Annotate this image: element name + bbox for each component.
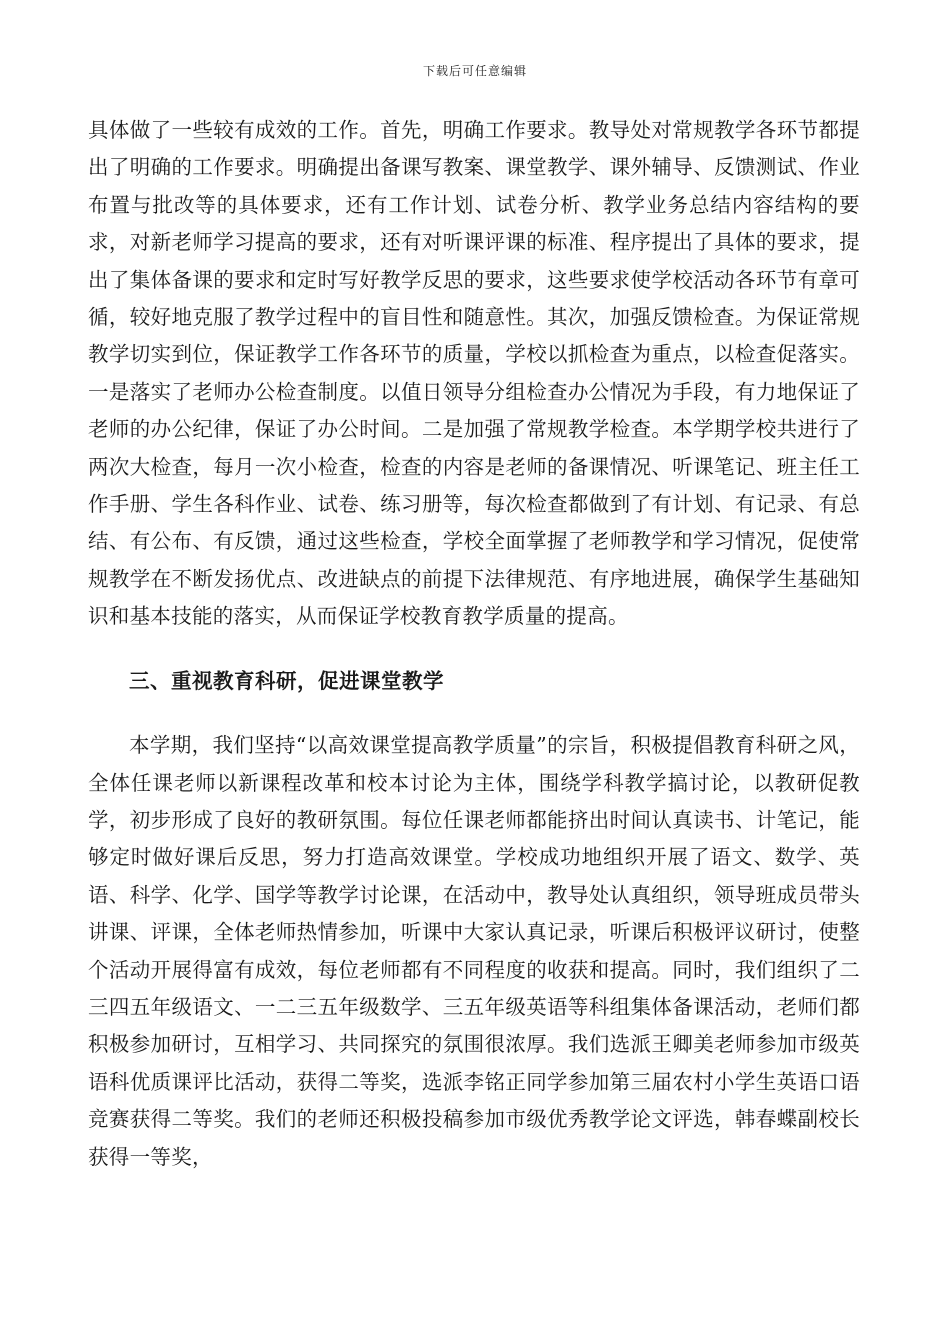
page-header: 下载后可任意编辑	[422, 64, 527, 78]
section-heading: 三、重视教育科研，促进课堂教学	[129, 668, 444, 693]
document-body	[88, 112, 860, 1176]
paragraph-teaching-research: 本学期，我们坚持“以高效课堂提高教学质量”的宗旨，积极提倡教育科研之风，全体任课老师以新课程改革和校本讨论为主体，围绕学科教学搞讨论，以教研促教学，初步形成了良好的教研氛围。每位任课老师都能挤出时间认真读书、计笔记，能够定时做好课后反思，努力打造高效课堂。学校成功地组织开展了语文、数学、英语、科学、化学、国学等教学讨论课，在活动中，教导处认真组织，领导班成员带头讲课、评课，全体老师热情参加，听课中大家认真记录，听课后积极评议研讨，使整个活动开展得富有成效，每位老师都有不同程度的收获和提高。同时，我们组织了二三四五年级语文、一二三五年级数学、三五年级英语等科组集体备课活动，老师们都积极参加研讨，互相学习、共同探究的氛围很浓厚。我们选派王卿美老师参加市级英语科优质课评比活动，获得二等奖，选派李铭正同学参加第三届农村小学生英语口语竞赛获得二等奖。我们的老师还积极投稿参加市级优秀教学论文评选，韩春蝶副校长获得一等奖，	[88, 733, 860, 1169]
paragraph-work-requirements: 具体做了一些较有成效的工作。首先，明确工作要求。教导处对常规教学各环节都提出了明确的工作要求。明确提出备课写教案、课堂教学、课外辅导、反馈测试、作业布置与批改等的具体要求，还有工作计划、试卷分析、教学业务总结内容结构的要求，对新老师学习提高的要求，还有对听课评课的标准、程序提出了具体的要求，提出了集体备课的要求和定时写好教学反思的要求，这些要求使学校活动各环节有章可循，较好地克服了教学过程中的盲目性和随意性。其次，加强反馈检查。为保证常规教学切实到位，保证教学工作各环节的质量，学校以抓检查为重点，以检查促落实。一是落实了老师办公检查制度。以值日领导分组检查办公情况为手段，有力地保证了老师的办公纪律，保证了办公时间。二是加强了常规教学检查。本学期学校共进行了两次大检查，每月一次小检查，检查的内容是老师的备课情况、听课笔记、班主任工作手册、学生各科作业、试卷、练习册等，每次检查都做到了有计划、有记录、有总结、有公布、有反馈，通过这些检查，学校全面掌握了老师教学和学习情况，促使常规教学在不断发扬优点、改进缺点的前提下法律规范、有序地进展，确保学生基础知识和基本技能的落实，从而保证学校教育教学质量的提高。	[88, 118, 860, 629]
